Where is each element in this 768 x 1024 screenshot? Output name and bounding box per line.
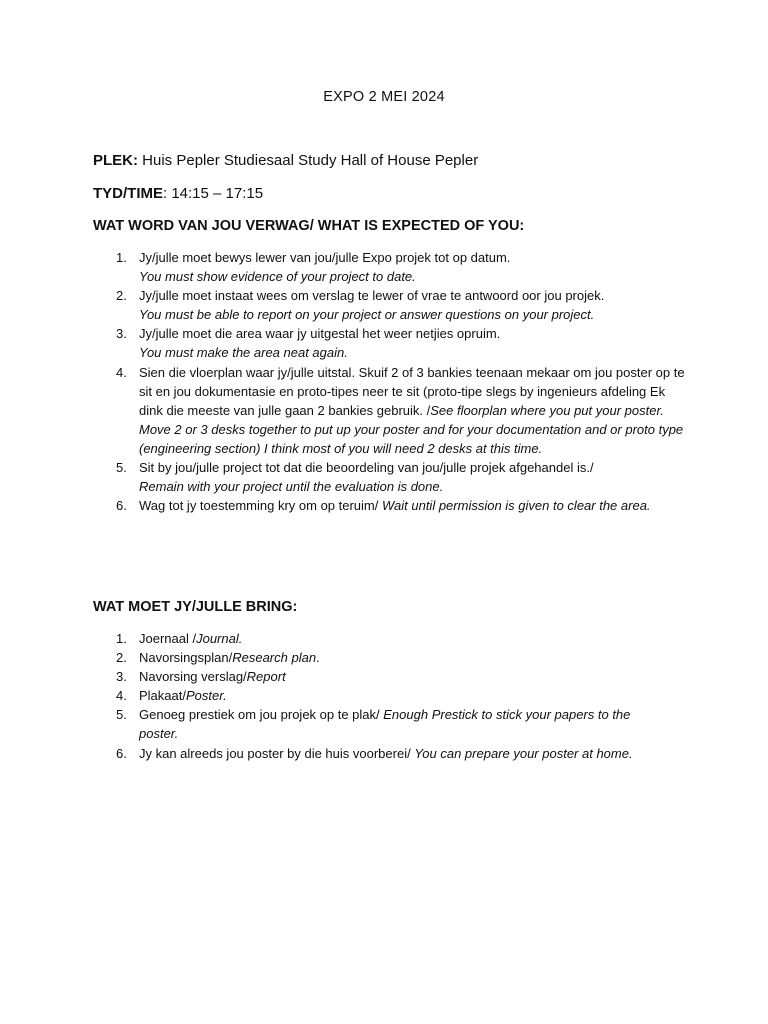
item-translation: Remain with your project until the evaluation is done. — [139, 479, 444, 495]
time-field — [93, 185, 263, 202]
location-value: Huis Pepler Studiesaal Study Hall of House Pepler — [142, 152, 479, 169]
list-item — [110, 629, 650, 648]
list-item — [110, 363, 685, 458]
item-text: Sien die vloerplan waar jy/julle uitstal. Skuif 2 of 3 bankies teenaan mekaar om jou poster op te sit en jou dokumentasie en proto-tipes neer te sit (proto-tipe slegs by ingenieurs afdeling Ek dink die meeste van julle gaan 2 bankies gebruik. / — [139, 364, 685, 418]
list-item — [110, 324, 685, 362]
list-item — [110, 667, 650, 686]
item-translation: Research plan — [232, 650, 317, 666]
location-label: PLEK: — [93, 152, 138, 169]
bring-list — [110, 629, 650, 763]
list-item — [110, 248, 685, 286]
list-number: 1. — [116, 250, 127, 265]
list-item — [110, 286, 685, 324]
list-item — [110, 648, 650, 667]
list-item — [110, 744, 650, 763]
item-translation: You must make the area neat again. — [139, 345, 348, 361]
item-text: Joernaal / — [139, 631, 197, 646]
item-translation: See floorplan where you put your poster. Move 2 or 3 desks together to put up your poster and for your documentation and or proto type (engineering section) I think most of you will need 2 desks at this time. — [139, 402, 684, 456]
list-number: 2. — [116, 288, 127, 304]
item-translation: Report — [246, 669, 286, 685]
item-text: Jy/julle moet instaat wees om verslag te lewer of vrae te antwoord oor jou projek. — [139, 288, 605, 304]
expected-heading: WAT WORD VAN JOU VERWAG/ WHAT IS EXPECTED OF YOU: — [93, 218, 525, 234]
list-item — [110, 686, 650, 705]
item-translation: Journal. — [196, 631, 243, 646]
item-text: Wag tot jy toestemming kry om op teruim/ — [139, 498, 382, 514]
item-text: Jy/julle moet die area waar jy uitgestal het weer netjies opruim. — [139, 326, 501, 342]
list-number: 6. — [116, 745, 127, 761]
item-translation: You can prepare your poster at home. — [414, 745, 633, 761]
item-suffix: . — [316, 650, 320, 666]
list-number: 6. — [116, 498, 127, 514]
list-number: 1. — [116, 631, 127, 646]
list-number: 4. — [116, 364, 127, 380]
list-item — [110, 458, 685, 496]
list-number: 3. — [116, 669, 127, 685]
item-text: Jy/julle moet bewys lewer van jou/julle Expo projek tot op datum. — [139, 250, 511, 265]
document-title: EXPO 2 MEI 2024 — [323, 89, 445, 105]
list-number: 5. — [116, 460, 127, 476]
expected-list — [110, 248, 685, 515]
item-text: Navorsingsplan/ — [139, 650, 233, 666]
list-number: 3. — [116, 326, 127, 342]
time-label: TYD/TIME — [93, 185, 163, 202]
bring-heading: WAT MOET JY/JULLE BRING: — [93, 599, 298, 615]
item-translation: Wait until permission is given to clear the area. — [381, 498, 651, 514]
item-text: Jy kan alreeds jou poster by die huis voorberei/ — [139, 745, 415, 761]
item-translation: You must show evidence of your project to date. — [139, 269, 416, 285]
item-text: Plakaat/ — [139, 688, 186, 704]
location-field — [93, 152, 478, 169]
list-number: 4. — [116, 688, 127, 704]
list-number: 5. — [116, 707, 127, 723]
item-translation: Poster. — [185, 688, 227, 704]
item-translation: You must be able to report on your project or answer questions on your project. — [139, 307, 595, 323]
list-item — [110, 496, 685, 515]
item-text: Sit by jou/julle project tot dat die beoordeling van jou/julle projek afgehandel is./ — [139, 460, 594, 476]
list-number: 2. — [116, 650, 127, 666]
item-text: Navorsing verslag/ — [139, 669, 247, 685]
time-value: : 14:15 – 17:15 — [163, 185, 264, 202]
list-item — [110, 705, 650, 743]
item-text: Genoeg prestiek om jou projek op te plak/ — [139, 707, 384, 723]
item-translation: Enough Prestick to stick your papers to the poster. — [139, 707, 631, 742]
